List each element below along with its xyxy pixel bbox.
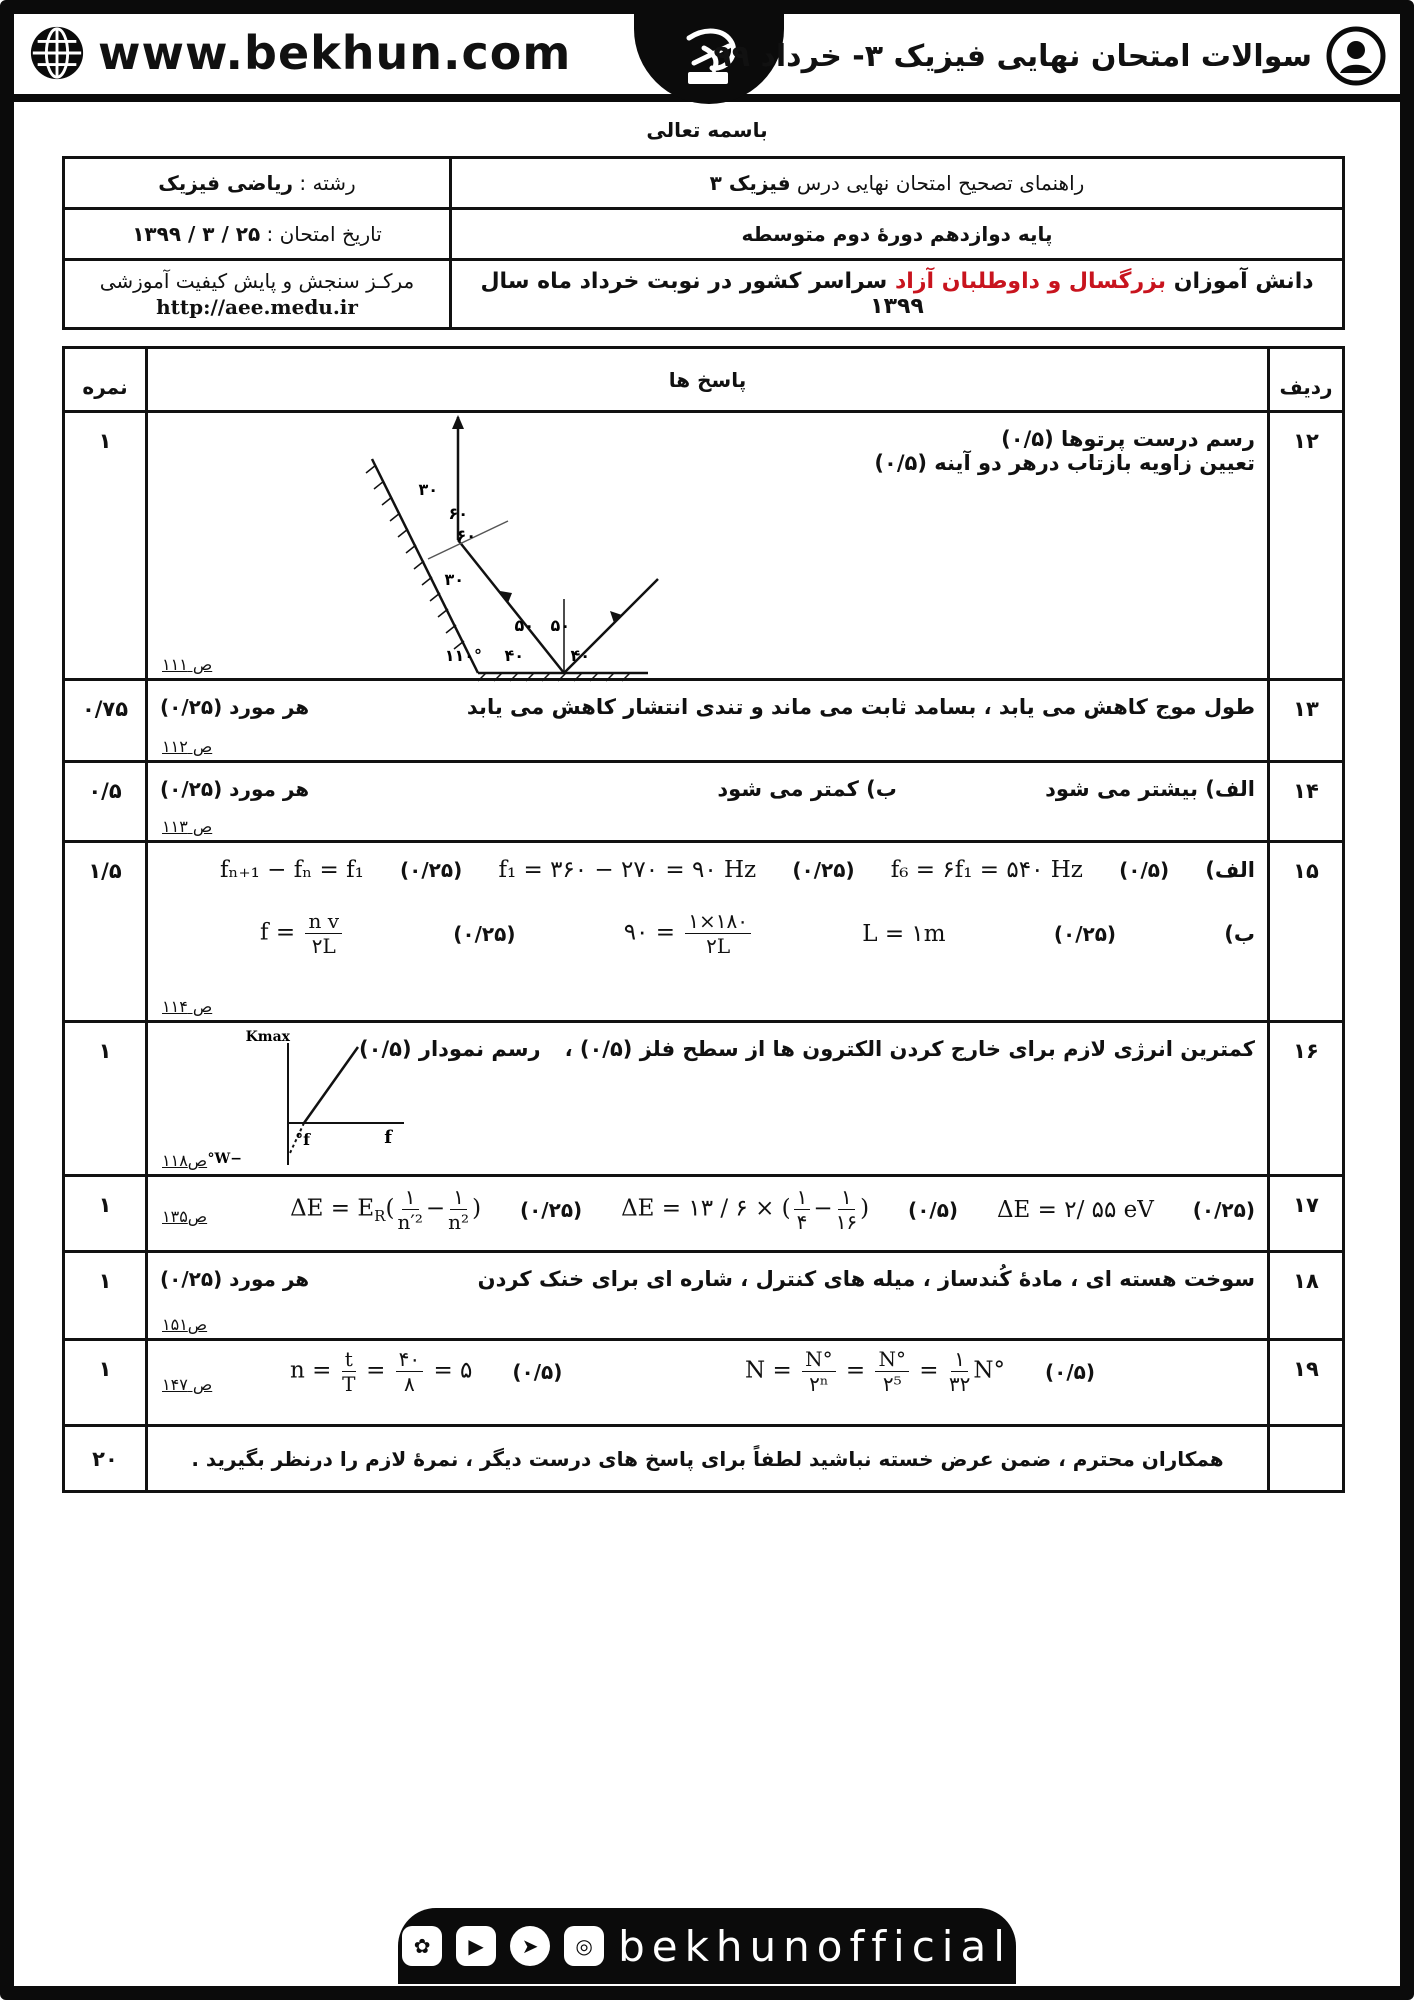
row-score: ۰/۵ (64, 762, 147, 842)
page-ref: ص ۱۱۲ (162, 737, 213, 756)
table-row (64, 412, 1344, 680)
header-answers-col: پاسخ ها (147, 348, 1269, 412)
students-cell (451, 260, 1344, 329)
students-highlight: بزرگسال و داوطلبان آزاد (895, 269, 1167, 294)
step-score: (۰/۵) (512, 1359, 563, 1384)
user-icon (1326, 26, 1386, 86)
row-number: ۱۶ (1269, 1022, 1344, 1176)
page-ref: ص ۱۱۱ (162, 655, 213, 674)
equation: ΔE = ۲/ ۵۵ eV (996, 1196, 1154, 1223)
answer-cell (147, 1176, 1269, 1252)
row-score: ۰/۷۵ (64, 680, 147, 762)
row-number: ۱۵ (1269, 842, 1344, 1022)
denominator: ۲ⁿ (809, 1372, 829, 1396)
website-url: www.bekhun.com (98, 26, 572, 80)
answer-text: کمترین انرژی لازم برای خارج کردن الکترون ها از سطح فلز (۰/۵) ، (564, 1037, 1255, 1061)
answer-cell (147, 1022, 1269, 1176)
equation-lhs: ۹۰ = (623, 919, 675, 946)
part-a: الف) بیشتر می شود (1045, 777, 1255, 801)
equation (290, 1185, 481, 1234)
row-number: ۱۷ (1269, 1176, 1344, 1252)
denominator: ۱۶ (835, 1210, 858, 1234)
header-row-col: ردیف (1269, 348, 1344, 412)
equation (621, 1185, 869, 1234)
row-score: ۱ (64, 412, 147, 680)
answer-cell (147, 762, 1269, 842)
answer-line-b (160, 909, 1255, 958)
step-score: (۰/۲۵) (1053, 921, 1117, 946)
numerator: n v (305, 909, 342, 934)
per-item-score: هر مورد (۰/۲۵) (160, 695, 310, 719)
students-suffix: سراسر کشور در نوبت خرداد ماه سال ۱۳۹۹ (480, 269, 924, 319)
row-score: ۱ (64, 1176, 147, 1252)
equation-lhs: ΔE = E (290, 1195, 375, 1222)
photoelectric-graph (207, 1027, 408, 1171)
step-score: (۰/۵) (1045, 1359, 1095, 1384)
table-row (64, 1022, 1344, 1176)
angle-label: ۵۰ (550, 616, 570, 635)
step-score: (۰/۵) (1119, 858, 1170, 882)
row-number: ۱۳ (1269, 680, 1344, 762)
answer-text: طول موج کاهش می یابد ، بسامد ثابت می ماند و تندی انتشار کاهش می یابد (466, 695, 1255, 719)
answer-cell (147, 842, 1269, 1022)
part-b: ب) کمتر می شود (717, 777, 897, 801)
exam-info-table (62, 156, 1345, 330)
numerator: N° (802, 1347, 836, 1372)
total-row (64, 1426, 1344, 1492)
answer-line (160, 777, 1255, 801)
x-axis-label: f (384, 1127, 392, 1148)
row-number: ۱۲ (1269, 412, 1344, 680)
fraction (949, 1347, 970, 1396)
denominator: ۲L (311, 934, 336, 958)
equation-lhs: n = (290, 1357, 332, 1384)
row-number: ۱۴ (1269, 762, 1344, 842)
table-row (64, 680, 1344, 762)
equation: f₁ = ۳۶۰ − ۲۷۰ = ۹۰ Hz (498, 857, 757, 883)
center-cell (64, 260, 451, 329)
step-score: (۰/۲۵) (453, 921, 516, 946)
equation (624, 909, 754, 958)
denominator: n² (448, 1210, 470, 1234)
answer-line-a (160, 857, 1255, 883)
equation-end: = ۵ (433, 1357, 473, 1384)
numerator: ۱ (951, 1347, 968, 1372)
denominator: n′² (397, 1210, 423, 1234)
equation: N = $\frac{N^\circ}{\text{۲ⁿ}}$ = $\frac{N^\circ}{\text{۲⁵}}$ = $\frac{۱}{۳۲}$ N° (745, 1347, 1005, 1396)
fraction (448, 1185, 469, 1234)
step-score: (۰/۲۵) (400, 858, 463, 882)
students-prefix: دانش آموزان (1173, 269, 1314, 294)
denominator: ۲L (706, 934, 731, 958)
row-score: ۱ (64, 1022, 147, 1176)
angle-label: ۴۰ (570, 646, 590, 665)
equation: fₙ₊₁ − fₙ = f₁ (220, 857, 364, 883)
denominator: ۸ (404, 1372, 415, 1396)
answer-line (160, 695, 1255, 719)
guide-label: راهنمای تصحیح امتحان نهایی درس (796, 171, 1085, 195)
page-ref: ص۱۳۵ (162, 1207, 208, 1226)
numerator: ۴۰ (396, 1347, 423, 1372)
numerator: ۱ (450, 1185, 467, 1210)
fraction (836, 1185, 857, 1234)
answer-cell (147, 1340, 1269, 1426)
page-ref: ص ۱۱۳ (162, 817, 213, 836)
row-score: ۱/۵ (64, 842, 147, 1022)
basmala: باسمه تعالی (646, 118, 768, 142)
minus: − (425, 1195, 446, 1222)
equation: L = ۱m (862, 920, 946, 947)
equation-lhs: N = (745, 1357, 792, 1384)
numerator: ۱ (402, 1185, 419, 1210)
date-value: ۲۵ / ۳ / ۱۳۹۹ (132, 222, 261, 246)
equation-lhs: f = (260, 919, 296, 946)
denominator: ۳۲ (948, 1372, 971, 1396)
step-score: (۰/۲۵) (1192, 1197, 1255, 1222)
aparat-icon[interactable]: ✿ (402, 1926, 442, 1966)
social-footer (398, 1908, 1016, 1984)
fraction (794, 1185, 811, 1234)
threshold-freq-label: f° (295, 1130, 310, 1149)
answers-table (62, 346, 1345, 1493)
row-number (1269, 1426, 1344, 1492)
field-label: رشته : (299, 171, 356, 195)
part-b-label: ب) (1224, 921, 1255, 946)
numerator: t (342, 1347, 356, 1372)
table-row (64, 1176, 1344, 1252)
equation-end: N° (973, 1357, 1005, 1384)
exam-title: سوالات امتحان نهایی فیزیک ۳- خرداد ۹۹ (713, 38, 1312, 74)
date-label: تاریخ امتحان : (266, 222, 382, 246)
page-ref: ص۱۱۸ (162, 1151, 208, 1170)
table-row (64, 842, 1344, 1022)
per-item-score: هر مورد (۰/۲۵) (160, 777, 310, 801)
header-score-col: نمره (64, 348, 147, 412)
answer-text: سوخت هسته ای ، مادهٔ کُندساز ، میله های کنترل ، شاره ای برای خنک کردن (477, 1267, 1255, 1291)
fraction (802, 1347, 836, 1396)
website-link[interactable] (28, 24, 571, 82)
fraction (685, 909, 751, 958)
part-a-label: الف) (1205, 858, 1255, 882)
denominator: ۴ (796, 1210, 808, 1234)
fraction (397, 1185, 422, 1234)
social-handle[interactable]: bekhunofficial (618, 1921, 1012, 1971)
row-number: ۱۹ (1269, 1340, 1344, 1426)
answer-line: تعیین زاویه بازتاب درهر دو آینه (۰/۵) (874, 451, 1255, 475)
angle-label: ۳۰ (418, 480, 438, 499)
answer-cell (147, 1252, 1269, 1340)
fraction (342, 1347, 356, 1396)
guide-cell (451, 158, 1344, 209)
per-item-score: هر مورد (۰/۲۵) (160, 1267, 310, 1291)
work-function-label: −W° (207, 1151, 242, 1167)
field-cell (64, 158, 451, 209)
total-score: ۲۰ (64, 1426, 147, 1492)
center-url: http://aee.medu.ir (156, 295, 358, 319)
answer-line (160, 1267, 1255, 1291)
equation: n = $\frac{t}{T}$ = $\frac{۴۰}{۸}$ = ۵ (290, 1347, 473, 1396)
step-score: (۰/۲۵) (792, 858, 855, 882)
numerator: ۱ (838, 1185, 855, 1210)
center-name: مرکـز سنجش و پایش کیفیت آموزشی (99, 269, 415, 293)
close-paren: ) (860, 1195, 870, 1222)
row-score: ۱ (64, 1252, 147, 1340)
youtube-icon[interactable]: ▶ (456, 1926, 496, 1966)
table-row (64, 762, 1344, 842)
table-row (64, 1340, 1344, 1426)
page-ref: ص ۱۴۷ (162, 1375, 213, 1394)
step-score: (۰/۲۵) (519, 1197, 583, 1222)
angle-label: ۶۰ (448, 504, 468, 523)
numerator: ۱×۱۸۰ (685, 909, 751, 934)
mirror-reflection-diagram (358, 413, 678, 679)
step-score: (۰/۵) (908, 1197, 959, 1222)
row-score: ۱ (64, 1340, 147, 1426)
date-cell (64, 209, 451, 260)
angle-label: ۴۰ (504, 646, 524, 665)
subscript: R (374, 1207, 386, 1226)
page-ref: ص۱۵۱ (162, 1315, 208, 1334)
close-paren: ) (472, 1195, 482, 1222)
denominator: T (342, 1372, 356, 1396)
equation (260, 909, 345, 958)
globe-icon (28, 24, 86, 82)
fraction (875, 1347, 909, 1396)
numerator: ۱ (794, 1185, 811, 1210)
equation-lhs: ΔE = ۱۳ / ۶ × ( (621, 1195, 791, 1222)
page-ref: ص ۱۱۴ (162, 997, 213, 1016)
course-name: فیزیک ۳ (709, 171, 791, 195)
table-row (64, 1252, 1344, 1340)
angle-label: ۵۰ (514, 616, 534, 635)
exam-header (713, 26, 1386, 86)
graph-score: رسم نمودار (۰/۵) (359, 1037, 541, 1061)
fraction (305, 909, 342, 958)
instagram-icon[interactable]: ◎ (564, 1926, 604, 1966)
y-axis-label: Kmax (245, 1029, 290, 1045)
answer-line (160, 1347, 1255, 1396)
open-paren: ( (385, 1195, 395, 1222)
answer-line: رسم درست پرتوها (۰/۵) (1001, 427, 1255, 451)
grade: پایه دوازدهم دورهٔ دوم متوسطه (451, 209, 1344, 260)
row-number: ۱۸ (1269, 1252, 1344, 1340)
answer-line (160, 1185, 1255, 1234)
angle-label: ۳۰ (444, 570, 464, 589)
closing-note: همکاران محترم ، ضمن عرض خسته نباشید لطفاً برای پاسخ های درست دیگر ، نمرهٔ لازم را درنظر بگیرید . (147, 1426, 1269, 1492)
minus: − (813, 1195, 833, 1222)
equation: f₆ = ۶f₁ = ۵۴۰ Hz (890, 857, 1083, 883)
angle-label: ۶۰ (456, 526, 476, 545)
numerator: N° (875, 1347, 909, 1372)
fraction (396, 1347, 423, 1396)
top-bar (14, 14, 1400, 102)
answer-cell (147, 412, 1269, 680)
angle-label: ۱۱۰° (444, 646, 482, 665)
field-value: ریاضی فیزیک (158, 171, 294, 195)
telegram-icon[interactable]: ➤ (510, 1926, 550, 1966)
answer-cell (147, 680, 1269, 762)
denominator: ۲⁵ (882, 1372, 902, 1396)
